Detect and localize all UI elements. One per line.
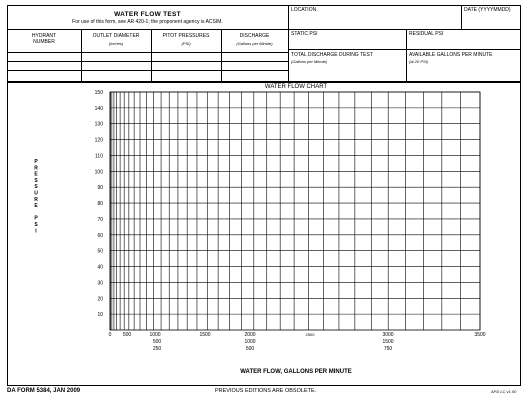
y-tick-100: 100 <box>94 169 103 176</box>
residual-psi-label: RESIDUAL PSI <box>409 31 444 37</box>
plot-area-border <box>110 92 480 330</box>
y-label-letter-3: S <box>34 177 38 184</box>
y-label-letter-2: E <box>34 171 38 178</box>
y-axis-label <box>34 159 38 234</box>
location-label: LOCATION <box>291 7 317 13</box>
discharge-unit: (Gallons per Minute) <box>236 41 273 46</box>
x-tick-row1-6: 3000 <box>382 332 394 338</box>
y-tick-70: 70 <box>97 216 103 223</box>
y-tick-20: 20 <box>97 296 103 303</box>
y-label-letter-11: I <box>35 228 37 235</box>
x-tick-labels <box>109 332 486 352</box>
y-tick-120: 120 <box>94 137 103 144</box>
y-tick-labels <box>95 90 104 318</box>
chart-grid[interactable] <box>110 92 480 330</box>
y-tick-40: 40 <box>97 264 103 271</box>
date-label: DATE (YYYYMMDD) <box>464 7 511 13</box>
y-tick-90: 90 <box>97 185 103 192</box>
total-discharge-unit: (Gallons per Minute) <box>291 59 328 64</box>
x-tick-row2-1: 1000 <box>244 339 256 345</box>
y-tick-140: 140 <box>94 105 103 112</box>
x-tick-row3-0: 250 <box>152 346 162 352</box>
x-tick-row2-0: 500 <box>152 339 162 345</box>
available-gpm-unit: (at 20 PSI) <box>409 59 429 64</box>
y-label-letter-1: R <box>34 165 38 172</box>
y-tick-80: 80 <box>97 201 103 208</box>
apd-version: APD LC v1.00 <box>491 389 517 394</box>
x-tick-row1-7: 3500 <box>474 332 486 338</box>
x-axis-label: WATER FLOW, GALLONS PER MINUTE <box>240 369 352 375</box>
pitot-pressures-unit: (PSI) <box>181 41 191 46</box>
discharge-header: DISCHARGE <box>239 33 270 39</box>
x-tick-row1-1: 500 <box>122 332 132 338</box>
hydrant-number-header: HYDRANT NUMBER <box>31 33 57 45</box>
pitot-pressures-header: PITOT PRESSURES <box>162 33 210 39</box>
x-tick-row1-5: 2500 <box>305 332 315 337</box>
x-tick-row3-1: 500 <box>245 346 255 352</box>
form-subtitle: For use of this form, see AR 420-1; the proponent agency is ACSIM. <box>72 19 223 25</box>
y-label-letter-6: R <box>34 196 38 203</box>
y-tick-130: 130 <box>94 121 103 128</box>
outlet-diameter-header: OUTLET DIAMETER <box>92 33 140 39</box>
x-tick-row1-4: 2000 <box>244 332 256 338</box>
y-tick-110: 110 <box>95 153 103 160</box>
y-tick-30: 30 <box>97 280 103 287</box>
y-label-letter-5: U <box>34 190 38 197</box>
y-label-letter-9: P <box>34 215 38 222</box>
outlet-diameter-unit: (Inches) <box>108 41 124 46</box>
total-discharge-label: TOTAL DISCHARGE DURING TEST <box>291 52 373 58</box>
x-tick-row3-2: 750 <box>383 346 393 352</box>
x-tick-row2-2: 1500 <box>382 339 394 345</box>
static-psi-label: STATIC PSI <box>291 31 318 37</box>
y-tick-10: 10 <box>97 312 103 319</box>
y-label-letter-4: S <box>34 184 38 191</box>
y-label-letter-10: S <box>34 222 38 228</box>
y-tick-50: 50 <box>97 248 103 255</box>
x-tick-row1-2: 1000 <box>149 332 161 338</box>
y-tick-150: 150 <box>94 90 103 96</box>
x-tick-row1-0: 0 <box>108 332 112 338</box>
y-tick-60: 60 <box>97 232 103 239</box>
y-label-letter-7: E <box>34 203 38 210</box>
y-label-letter-0: P <box>34 159 38 165</box>
chart-title: WATER FLOW CHART <box>264 84 328 90</box>
form-id: DA FORM 5384, JAN 2009 <box>7 388 81 394</box>
obsolete-note: PREVIOUS EDITIONS ARE OBSOLETE. <box>215 388 317 394</box>
form-title: WATER FLOW TEST <box>114 11 181 18</box>
x-tick-row1-3: 1500 <box>199 332 211 338</box>
available-gpm-label: AVAILABLE GALLONS PER MINUTE <box>409 52 493 58</box>
